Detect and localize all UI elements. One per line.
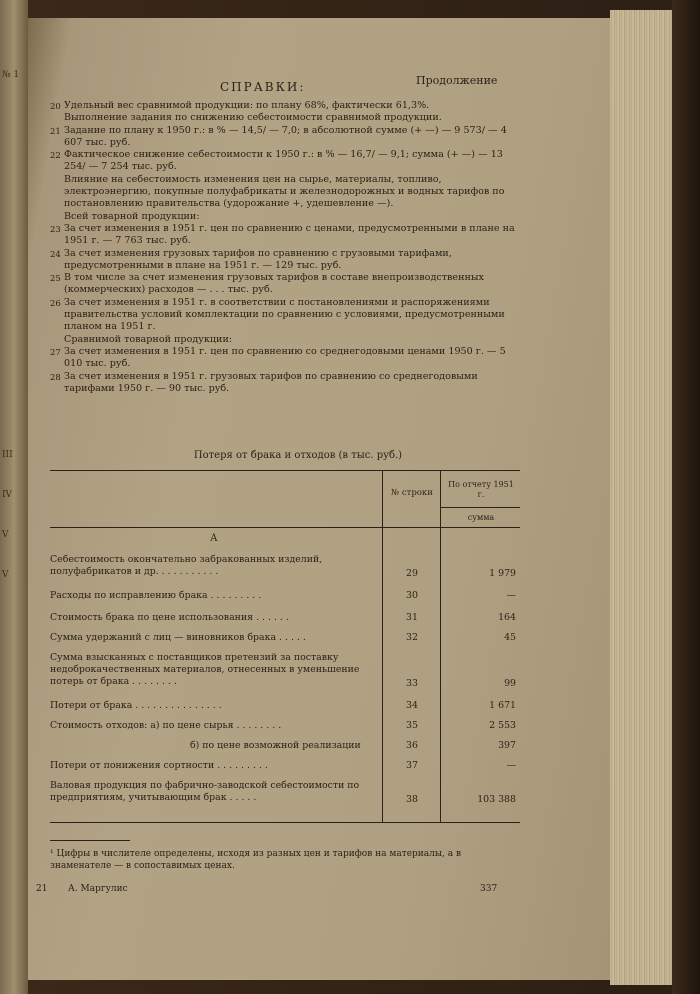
note-item: 23 За счет изменения в 1951 г. цен по сравнению с ценами, предусмотренными в плане на 1951 г. — 7 763 тыс. руб. — [50, 222, 515, 247]
note-item: 26 За счет изменения в 1951 г. в соответствии с постановлениями и распоряжениями правительства условий комплектации по сравнению с условиями, предусмотренными планом на 1951 г. — [50, 296, 505, 333]
table-rule — [50, 527, 520, 528]
table-rule — [50, 470, 520, 471]
sheet-number: 21 — [36, 884, 48, 894]
note-item: 22 Фактическое снижение себестоимости к 1950 г.: в % — 16,7/ — 9,1; сумма (+ —) — 13 254/ — 7 254 тыс. руб. — [50, 149, 503, 173]
document-page: СПРАВКИ: Продолжение 20 Удельный вес сравнимой продукции: по плану 68%, фактически 61,3%. Выполнение задания по снижению себестоимости сравнимой продукции. 21 Задание по плану к 1950 г.: в % — 14,5/ — 7,0; в абсолютной сумме (+ —) — 9 573/ — 4 607 тыс. руб. 22 Фактическое снижение себестоимости к 1950 г.: в % — 16,7/ — 9,1; сумма (+ —) — 13 254/ — 7 254 тыс. руб. Влияние на себестоимость изменения цен на сырье, материалы, топливо, электроэнергию, покупные полуфабрикаты и железнодорожных и водных тарифов по постановлению правительства (удорожание +, удешевление —). Всей товарной продукции: 23 За счет изменения в 1951 г. цен по сравнению с ценами, предусмотренными в плане на 1951 г. — 7 763 тыс. руб. 24 За счет изменения грузовых тарифов по сравнению с грузовыми тарифами, предусмотренными в плане на 1951 г. — 129 тыс. руб. 25 В том числе за счет изменения грузовых тарифов в составе внепроизводственных (коммерческих) расходов — . . . тыс. руб. 26 За счет изменения в 1951 г. в соответствии с постановлениями и распоряжениями правительства условий комплектации по сравнению с условиями, предусмотренными планом на 1951 г. Сравнимой товарной продукции: 27 За счет изменения в 1951 г. цен по сравнению со среднегодовыми ценами 1950 г. — 5 010 тыс. руб. 28 За счет изменения в 1951 г. грузовых тарифов по сравнению со среднегодовыми тарифами 1950 г. — 90 тыс. руб. Потеря от брака и отходов (в тыс. руб.) № строки По отчету 1951 г. сумма А Себестоимость окончательно забракованных изделий, полуфабрикатов и др. . . . . . . . . . . 29 1 979 Расходы по исправлению брака . . . . . . . . . 30 — Стоимость брака по цене использования . . . . . . 31 164 Сумма удержаний с лиц — виновников брака . . . . . 32 45 Сумма взысканных с поставщиков претензий за поставку недоброкачественных материалов, отнесенных в уменьшение потерь от брака . . . . . . . . 33 99 Потери от брака . . . . . . . . . . . . . . . 34 1 671 Стоимость отходов: а) по цене сырья . . . . . . . . 35 2 553 б) по цене возможной реализации 36 397 Потери от понижения сортности . . . . . . . . . 37 — Валовая продукция по фабрично-заводской себестоимости по предприятиям, учитывающим брак . . . . . 38 103 388 ¹ Цифры в числителе определены, исходя из разных цен и тарифов на материалы, а в знаменателе — в сопоставимых ценах. 21 А. Маргулис 337 — [28, 18, 610, 980]
continuation-label: Продолжение — [416, 74, 498, 87]
left-mark: № 1 — [2, 70, 20, 80]
note-item: 27 За счет изменения в 1951 г. цен по сравнению со среднегодовыми ценами 1950 г. — 5 010 тыс. руб. — [50, 345, 506, 370]
left-mark: III — [2, 450, 13, 460]
note-item: 21 Задание по плану к 1950 г.: в % — 14,5/ — 7,0; в абсолютной сумме (+ —) — 9 573/ — 4 607 тыс. руб. — [50, 124, 507, 148]
column-header-a: А — [210, 533, 218, 544]
column-header-row-number: № строки — [391, 488, 433, 498]
table-rule — [440, 507, 520, 508]
section-title: СПРАВКИ: — [220, 80, 306, 94]
note-item: Влияние на себестоимость изменения цен на сырье, материалы, топливо, электроэнергию, покупные полуфабрикаты и железнодорожных и водных тарифов по постановлению правительства (удорожание +, удешевление —). — [64, 173, 505, 210]
table-column-divider — [440, 470, 441, 822]
reference-notes — [50, 100, 520, 395]
author-signature: А. Маргулис — [68, 884, 128, 894]
note-item: 20 Удельный вес сравнимой продукции: по плану 68%, фактически 61,3%. — [50, 100, 430, 112]
note-item: Сравнимой товарной продукции: — [64, 333, 233, 345]
column-header-sum: сумма — [467, 513, 495, 522]
table-title: Потеря от брака и отходов (в тыс. руб.) — [193, 450, 403, 461]
left-mark: V — [2, 530, 9, 540]
note-item: 25 В том числе за счет изменения грузовых тарифов в составе внепроизводственных (коммерческих) расходов — . . . тыс. руб. — [50, 272, 484, 296]
left-mark: V — [2, 570, 9, 580]
footnote: ¹ Цифры в числителе определены, исходя из разных цен и тарифов на материалы, а в знаменателе — в сопоставимых ценах. — [50, 849, 462, 871]
page-number: 337 — [480, 884, 498, 894]
book-cover-edge — [672, 0, 700, 994]
note-item: 28 За счет изменения в 1951 г. грузовых тарифов по сравнению со среднегодовыми тарифами 1950 г. — 90 тыс. руб. — [50, 370, 478, 394]
page-block-edges — [610, 10, 672, 985]
column-header-report: По отчету 1951 г. — [448, 480, 514, 499]
left-page-edge — [0, 0, 28, 994]
note-item: Всей товарной продукции: — [64, 210, 200, 222]
table-column-divider — [382, 470, 383, 822]
table-rule — [50, 822, 520, 823]
note-item: Выполнение задания по снижению себестоимости сравнимой продукции. — [64, 112, 442, 124]
footnote-rule — [50, 840, 130, 841]
left-mark: IV — [2, 490, 13, 500]
note-item: 24 За счет изменения грузовых тарифов по сравнению с грузовыми тарифами, предусмотренными в плане на 1951 г. — 129 тыс. руб. — [50, 247, 452, 271]
